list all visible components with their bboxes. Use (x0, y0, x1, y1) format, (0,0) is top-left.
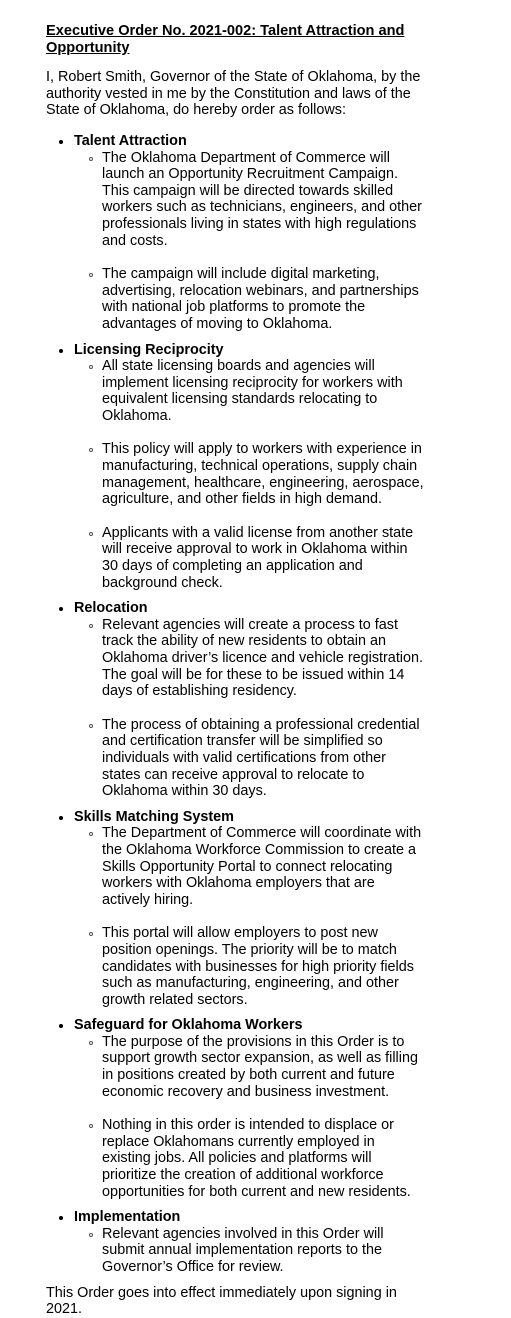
sub-item-text: The campaign will include digital marketing, advertising, relocation webinars, and partnerships with national job platforms to promote the advantages of moving to Oklahoma. (102, 266, 419, 332)
intro-paragraph: I, Robert Smith, Governor of the State of Oklahoma, by the authority vested in me by the Constitution and laws of the State of Oklahoma, do hereby order as follows: (46, 69, 421, 119)
sub-item-text: The process of obtaining a professional credential and certification transfer will be simplified so individuals with valid certifications from other states can receive approval to relocate to Oklahoma within 30 days. (102, 716, 420, 800)
bullet-disc-icon (59, 349, 63, 353)
section-item (46, 133, 426, 333)
sub-list-item (74, 1034, 426, 1100)
sub-item-text: Relevant agencies will create a process to fast track the ability of new residents to obtain an Oklahoma driver’s licence and vehicle registration. The goal will be for these to be issued within 14 days of establishing residency. (102, 616, 424, 700)
sub-list-item (74, 925, 426, 1008)
sub-item-text: The Department of Commerce will coordinate with the Oklahoma Workforce Commission to create a Skills Opportunity Portal to connect relocating workers with Oklahoma employers that are actively hiring. (102, 825, 422, 908)
section-item (46, 600, 426, 800)
section-item (46, 809, 426, 1009)
bullet-disc-icon (59, 816, 63, 820)
bullet-circle-icon (89, 365, 93, 369)
bullet-circle-icon (89, 1233, 93, 1237)
sub-list-item (74, 717, 426, 800)
sub-list-item (74, 825, 426, 908)
section-item (46, 1017, 426, 1200)
section-heading: Relocation (74, 600, 148, 617)
section-sub-list (74, 358, 426, 591)
section-heading: Talent Attraction (74, 132, 187, 149)
sub-item-text: The Oklahoma Department of Commerce will launch an Opportunity Recruitment Campaign. This campaign will be directed towards skilled workers such as technicians, engineers, and other professionals living in states with high regulations and costs. (102, 149, 422, 249)
section-heading: Skills Matching System (74, 808, 234, 825)
section-item (46, 1209, 426, 1275)
sub-list-item (74, 617, 426, 700)
sub-list-item (74, 266, 426, 332)
sub-list-item (74, 441, 426, 507)
closing-paragraph: This Order goes into effect immediately upon signing in 2021. (46, 1284, 397, 1318)
bullet-circle-icon (89, 1041, 93, 1045)
sub-item-text: Applicants with a valid license from another state will receive approval to work in Oklahoma within 30 days of completing an application and background check. (102, 524, 414, 591)
sub-item-text: This portal will allow employers to post new position openings. The priority will be to match candidates with businesses for high priority fields such as manufacturing, engineering, and other growth related sectors. (102, 925, 414, 1008)
bullet-circle-icon (89, 448, 93, 452)
sub-item-text: Nothing in this order is intended to displace or replace Oklahomans currently employed in existing jobs. All policies and platforms will prioritize the creation of additional workforce opportunities for both current and new residents. (102, 1117, 411, 1200)
bullet-circle-icon (89, 1124, 93, 1128)
bullet-circle-icon (89, 157, 93, 161)
order-title: Executive Order No. 2021-002: Talent Attraction and Opportunity (46, 23, 405, 56)
section-heading: Licensing Reciprocity (74, 341, 224, 358)
bullet-circle-icon (89, 932, 93, 936)
sub-list-item (74, 150, 426, 250)
bullet-circle-icon (89, 532, 93, 536)
sub-list-item (74, 358, 426, 424)
section-sub-list (74, 617, 426, 800)
bullet-circle-icon (89, 624, 93, 628)
section-sub-list (74, 825, 426, 1008)
sub-list-item (74, 525, 426, 591)
section-sub-list (74, 1034, 426, 1200)
section-heading: Safeguard for Oklahoma Workers (74, 1017, 303, 1034)
sub-list-item (74, 1117, 426, 1200)
sub-item-text: The purpose of the provisions in this Order is to support growth sector expansion, as well as filling in positions created by both current and future economic recovery and business investment. (102, 1033, 418, 1100)
bullet-circle-icon (89, 273, 93, 277)
section-item (46, 342, 426, 592)
bullet-disc-icon (59, 1024, 63, 1028)
sub-list-item (74, 1226, 426, 1276)
sub-item-text: This policy will apply to workers with experience in manufacturing, technical operations, supply chain management, healthcare, engineering, aerospace, agriculture, and other fields in high demand. (102, 441, 424, 508)
bullet-disc-icon (59, 607, 63, 611)
section-sub-list (74, 150, 426, 333)
sub-item-text: Relevant agencies involved in this Order will submit annual implementation reports to the Governor’s Office for review. (102, 1225, 384, 1275)
bullet-disc-icon (59, 1216, 63, 1220)
order-sections (46, 133, 426, 1276)
bullet-circle-icon (89, 832, 93, 836)
section-sub-list (74, 1226, 426, 1276)
bullet-circle-icon (89, 724, 93, 728)
section-heading: Implementation (74, 1209, 181, 1226)
bullet-disc-icon (59, 140, 63, 144)
sub-item-text: All state licensing boards and agencies will implement licensing reciprocity for workers with equivalent licensing standards relocating to Oklahoma. (102, 358, 403, 424)
